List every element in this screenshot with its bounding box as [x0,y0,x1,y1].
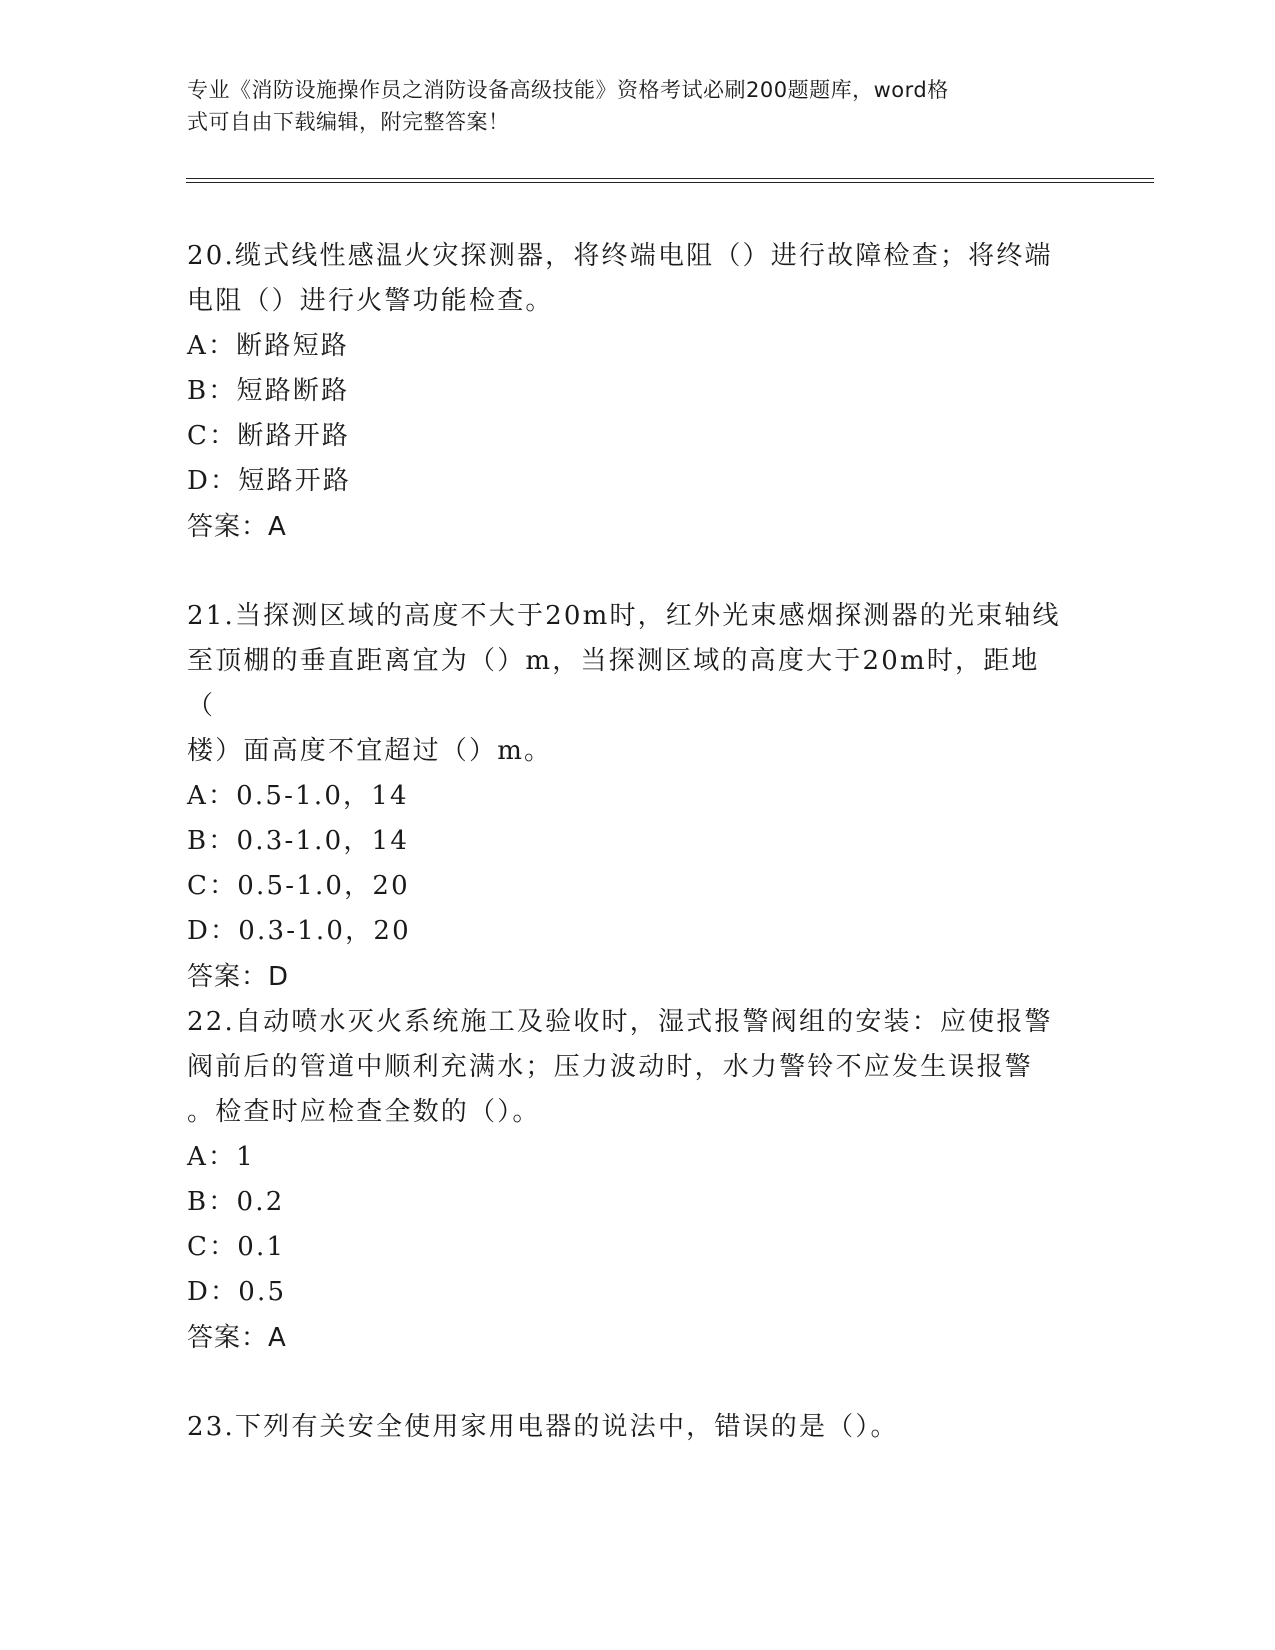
header-line-2: 式可自由下载编辑，附完整答案！ [187,110,510,134]
question-23 [187,1405,1067,1450]
option-b: B：短路断路 [187,376,350,406]
question-text-line: 电阻（）进行火警功能检查。 [187,286,554,316]
header-divider-bottom [186,182,1154,183]
option-b: B：0.3-1.0，14 [187,826,410,856]
question-22 [187,1000,1067,1361]
option-d: D：0.3-1.0，20 [187,916,411,946]
option-c: C：断路开路 [187,421,351,451]
document-header [187,74,1067,138]
option-c: C：0.5-1.0，20 [187,871,410,901]
answer-line: 答案：A [187,1323,287,1353]
question-text-line: 。检查时应检查全数的（）。 [187,1097,541,1127]
answer-line: 答案：A [187,512,287,542]
question-text-line: 楼）面高度不宜超过（）m。 [187,736,553,766]
question-20 [187,234,1067,550]
option-a: A：0.5-1.0，14 [187,781,409,811]
question-text-line: 阀前后的管道中顺利充满水；压力波动时，水力警铃不应发生误报警 [187,1052,1034,1082]
header-line-1: 专业《消防设施操作员之消防设备高级技能》资格考试必刷200题题库，word格 [187,78,949,102]
answer-line: 答案：D [187,962,290,992]
question-text-line: 22.自动喷水灭火系统施工及验收时，湿式报警阀组的安装：应使报警 [187,1007,1053,1037]
question-text-line: 21.当探测区域的高度不大于20m时，红外光束感烟探测器的光束轴线 [187,601,1061,631]
option-a: A：断路短路 [187,331,349,361]
option-d: D：0.5 [187,1277,287,1307]
question-text-line: 23.下列有关安全使用家用电器的说法中，错误的是（）。 [187,1412,899,1442]
header-divider-top [186,178,1154,179]
option-c: C：0.1 [187,1232,286,1262]
question-text-line: 至顶棚的垂直距离宜为（）m，当探测区域的高度大于20m时，距地（ [187,646,1040,721]
option-a: A：1 [187,1142,255,1172]
question-text-line: 20.缆式线性感温火灾探测器，将终端电阻（）进行故障检查；将终端 [187,241,1053,271]
option-d: D：短路开路 [187,466,352,496]
question-21 [187,594,1067,1000]
option-b: B：0.2 [187,1187,285,1217]
